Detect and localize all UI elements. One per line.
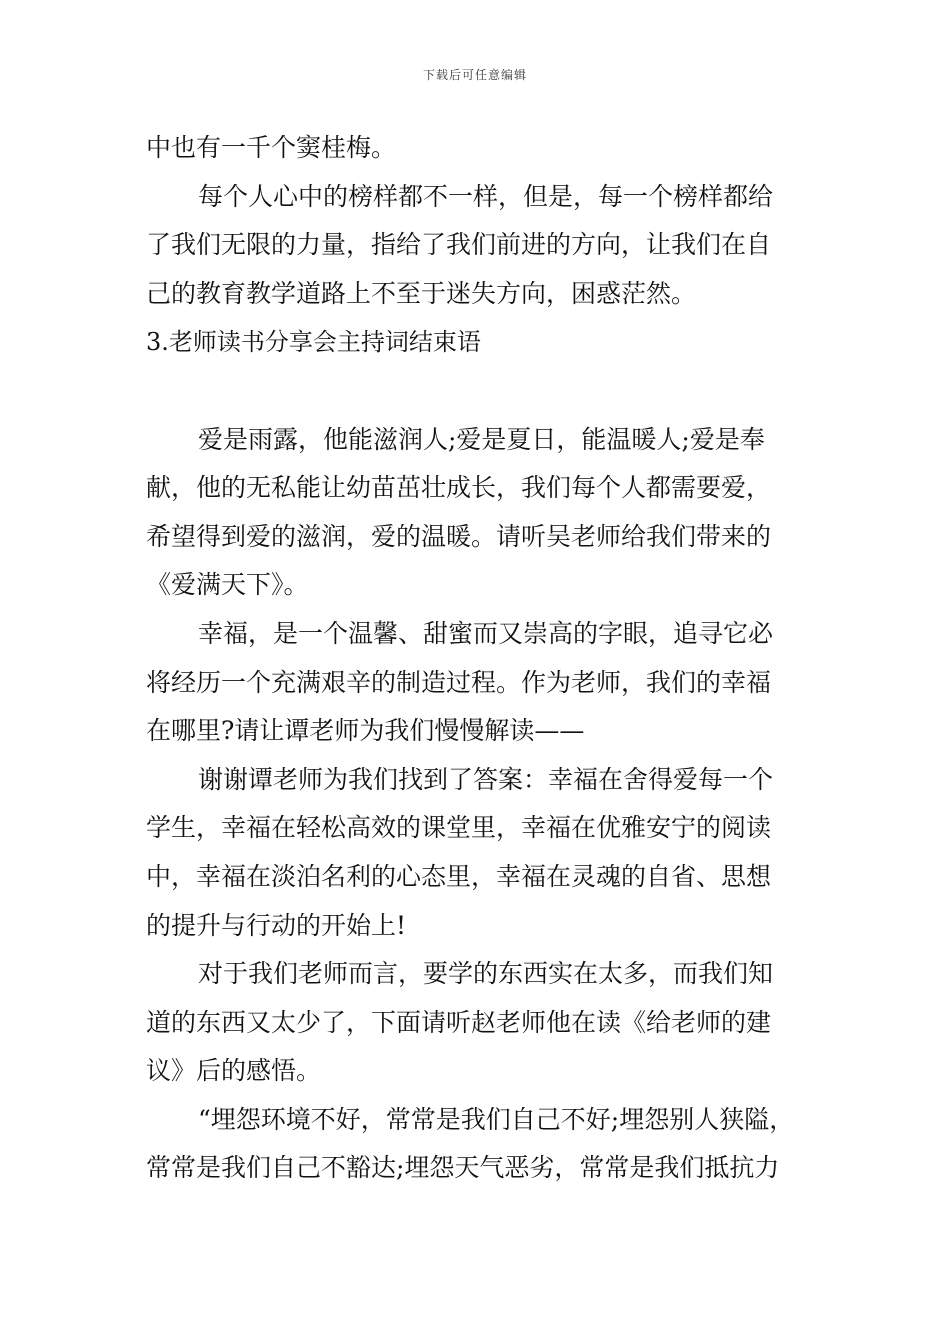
paragraph-start: 爱是雨露，他能滋润人;爱是夏日，能温暖人;爱是奉 [198, 424, 765, 454]
paragraph-start: 对于我们老师而言，要学的东西实在太多，而我们知 [198, 959, 774, 989]
paragraph-start: 幸福，是一个温馨、甜蜜而又崇高的字眼，追寻它必 [198, 618, 774, 648]
paragraph-start: 每个人心中的榜样都不一样，但是，每一个榜样都给 [198, 181, 774, 211]
text-line: 希望得到爱的滋润，爱的温暖。请听吴老师给我们带来的 [146, 521, 772, 551]
text-line: 中也有一千个窦桂梅。 [146, 133, 397, 162]
paragraph-start: 谢谢谭老师为我们找到了答案：幸福在舍得爱每一个 [198, 764, 774, 794]
text-line: 己的教育教学道路上不至于迷失方向，困惑茫然。 [146, 278, 697, 308]
page-header: 下载后可任意编辑 [422, 68, 527, 82]
text-line: 常常是我们自己不豁达;埋怨天气恶劣，常常是我们抵抗力 [146, 1153, 780, 1183]
blank-line [146, 367, 826, 416]
text-line: 的提升与行动的开始上! [146, 910, 407, 940]
text-line: 将经历一个充满艰辛的制造过程。作为老师，我们的幸福 [146, 667, 772, 697]
text-line: 了我们无限的力量，指给了我们前进的方向，让我们在自 [146, 230, 772, 260]
text-line: 献，他的无私能让幼苗茁壮成长，我们每个人都需要爱， [146, 473, 772, 503]
text-line: 道的东西又太少了，下面请听赵老师他在读《给老师的建 [146, 1007, 772, 1037]
text-line: 在哪里?请让谭老师为我们慢慢解读—— [146, 716, 585, 746]
document-body [146, 124, 826, 1193]
text-line: 议》后的感悟。 [146, 1056, 322, 1086]
paragraph-start: “埋怨环境不好，常常是我们自己不好;埋怨别人狭隘， [198, 1104, 795, 1134]
section-heading: 3.老师读书分享会主持词结束语 [146, 328, 481, 357]
text-line: 学生，幸福在轻松高效的课堂里，幸福在优雅安宁的阅读 [146, 813, 772, 843]
text-line: 《爱满天下》。 [146, 570, 309, 600]
text-line: 中，幸福在淡泊名利的心态里，幸福在灵魂的自省、思想 [146, 861, 772, 891]
